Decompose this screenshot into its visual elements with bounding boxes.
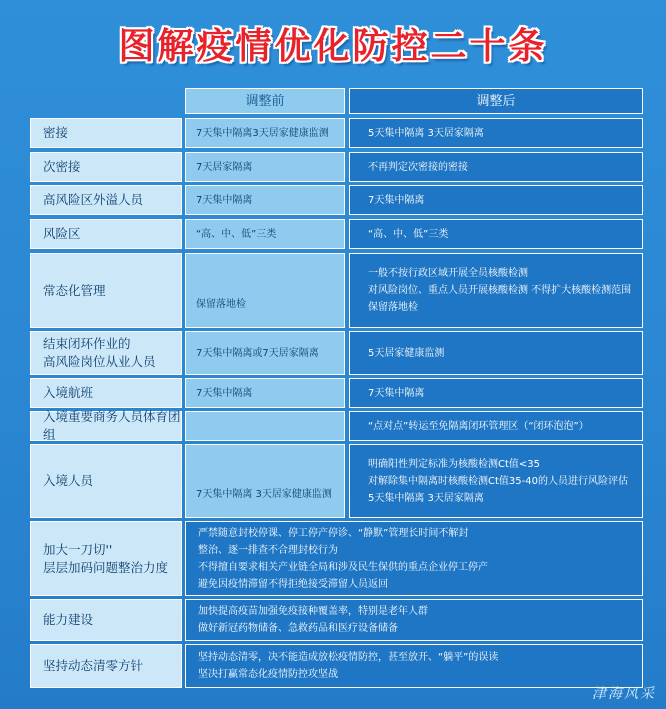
after-line: 保留落地检 bbox=[368, 302, 418, 313]
span-line: 加快提高疫苗加强免疫接种覆盖率，特别是老年人群 bbox=[198, 606, 428, 617]
span-content bbox=[185, 599, 643, 641]
row-label: 风险区 bbox=[30, 219, 182, 249]
span-line: 避免因疫情滞留不得拒绝接受滞留人员返回 bbox=[198, 578, 388, 590]
after-line: 明确阳性判定标准为核酸检测Ct值<35 bbox=[368, 458, 541, 470]
row-label: 坚持动态清零方针 bbox=[30, 644, 182, 688]
row-before: “高、中、低”三类 bbox=[185, 219, 345, 249]
after-line: 5天集中隔离 3天居家隔离 bbox=[368, 492, 484, 504]
header-after: 调整后 bbox=[349, 88, 643, 114]
row-after: 7天集中隔离 bbox=[349, 378, 643, 408]
row-label: 次密接 bbox=[30, 152, 182, 182]
page-title: 图解疫情优化防控二十条 bbox=[118, 26, 548, 67]
span-line: 坚持动态清零，决不能造成放松疫情防控，甚至放开、“躺平”的误读 bbox=[198, 652, 499, 663]
row-before: 保留落地检 bbox=[185, 253, 345, 328]
row-before bbox=[185, 411, 345, 441]
span-line: 做好新冠药物储备、急救药品和医疗设备储备 bbox=[198, 623, 398, 634]
row-before: 7天集中隔离 bbox=[185, 378, 345, 408]
row-label: 入境航班 bbox=[30, 378, 182, 408]
row-after: 不再判定次密接的密接 bbox=[349, 152, 643, 182]
row-label: 密接 bbox=[30, 118, 182, 148]
after-line: 一般不按行政区域开展全员核酸检测 bbox=[368, 268, 528, 279]
row-after bbox=[349, 253, 643, 328]
label-line: 层层加码问题整治力度 bbox=[43, 559, 169, 575]
row-label: 高风险区外溢人员 bbox=[30, 185, 182, 215]
row-before: 7天集中隔离 bbox=[185, 185, 345, 215]
row-label bbox=[30, 521, 182, 596]
row-after: “高、中、低”三类 bbox=[349, 219, 643, 249]
row-before: 7天集中隔离或7天居家隔离 bbox=[185, 331, 345, 375]
row-after: 7天集中隔离 bbox=[349, 185, 643, 215]
watermark: 津海风采 bbox=[592, 686, 656, 702]
row-label: 入境人员 bbox=[30, 444, 182, 518]
after-line: 对解除集中隔离时核酸检测Ct值35-40的人员进行风险评估 bbox=[368, 475, 628, 487]
row-after: “点对点”转运至免隔离闭环管理区（“闭环泡泡”） bbox=[349, 411, 643, 441]
row-label: 入境重要商务人员体育团组 bbox=[30, 411, 182, 441]
label-line: 结束闭环作业的 bbox=[43, 336, 131, 351]
row-label: 常态化管理 bbox=[30, 253, 182, 328]
row-after bbox=[349, 444, 643, 518]
row-label bbox=[30, 331, 182, 375]
span-line: 整治、逐一排查不合理封校行为 bbox=[198, 544, 338, 556]
row-before: 7天集中隔离 3天居家健康监测 bbox=[185, 444, 345, 518]
row-before: 7天集中隔离3天居家健康监测 bbox=[185, 118, 345, 148]
after-line: 对风险岗位、重点人员开展核酸检测 不得扩大核酸检测范围 bbox=[368, 285, 632, 296]
row-after: 5天集中隔离 3天居家隔离 bbox=[349, 118, 643, 148]
header-before: 调整前 bbox=[185, 88, 345, 114]
span-line: 严禁随意封校停课、停工停产停诊、“静默”管理长时间不解封 bbox=[198, 527, 469, 539]
span-content bbox=[185, 521, 643, 596]
label-line: 高风险岗位从业人员 bbox=[43, 354, 156, 369]
span-line: 不得擅自要求相关产业链全局和涉及民生保供的重点企业停工停产 bbox=[198, 561, 488, 573]
label-line: 加大一刀切'' bbox=[43, 541, 113, 557]
span-line: 坚决打赢常态化疫情防控攻坚战 bbox=[198, 669, 338, 680]
row-label: 能力建设 bbox=[30, 599, 182, 641]
row-before: 7天居家隔离 bbox=[185, 152, 345, 182]
span-content bbox=[185, 644, 643, 688]
row-after: 5天居家健康监测 bbox=[349, 331, 643, 375]
